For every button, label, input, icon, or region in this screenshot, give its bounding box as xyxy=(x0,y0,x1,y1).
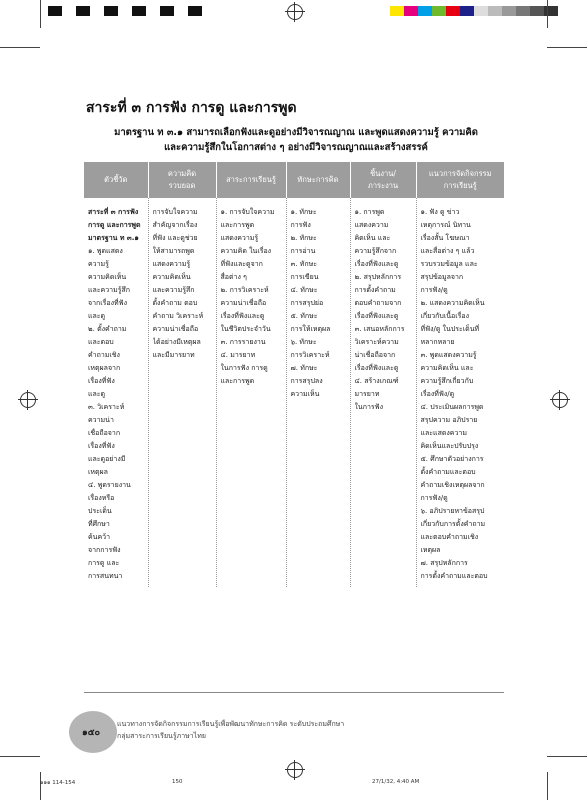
crop-mark xyxy=(0,756,40,757)
cell-line: สาระที่ ๓ การฟัง xyxy=(88,208,139,216)
cell-line: แสดงความ xyxy=(354,221,389,229)
footer-book-title: แนวทางการจัดกิจกรรมการเรียนรู้เพื่อพัฒนาทักษะการคิด ระดับประถมศึกษา xyxy=(117,720,345,728)
cell-line: ๓. ทักษะ xyxy=(290,260,317,268)
cell-line: เหตุผล xyxy=(88,468,108,476)
column-indicator xyxy=(84,198,148,587)
cell-line: สรุปความ อภิปราย xyxy=(420,416,478,424)
cell-line: เรื่องที่ฟัง/ดู xyxy=(420,390,455,398)
table-header-row xyxy=(84,162,504,198)
cell-line: ค้นคว้า xyxy=(88,533,111,541)
cell-line: และมีมารยาท xyxy=(152,351,195,359)
cell-line: ในการฟัง การดู xyxy=(220,364,268,372)
cell-line: ประเด็น xyxy=(88,507,112,515)
cell-line: ๓. พูดแสดงความรู้ xyxy=(420,351,477,359)
cell-line: เหตุผล xyxy=(420,546,441,554)
cell-line: ความคิด ในเรื่อง xyxy=(220,247,272,255)
cell-line: ที่ศึกษา xyxy=(88,520,110,528)
column-content xyxy=(216,198,286,587)
column-task xyxy=(350,198,416,587)
column-concept xyxy=(148,198,216,587)
cell-line: มารยาท xyxy=(354,390,380,398)
cell-line: การสนทนา xyxy=(88,572,123,580)
cell-line: ๕. ศึกษาตัวอย่างการ xyxy=(420,455,484,463)
cell-line: ๕. ทักษะ xyxy=(290,312,318,320)
standard-line-1: มาตรฐาน ท ๓.๑ สามารถเลือกฟังและดูอย่างมีวิจารณญาณ และพูดแสดงความรู้ ความคิด xyxy=(114,127,478,138)
cell-line: การให้เหตุผล xyxy=(290,325,331,333)
cell-line: คำถาม วิเคราะห์ xyxy=(152,312,204,320)
cell-line: ๒. ทักษะ xyxy=(290,234,317,242)
header-concept: ความคิด รวบยอด xyxy=(148,162,216,198)
cell-line: เรื่องที่ฟังและดู xyxy=(354,364,399,372)
slug-file: ๑๑๑ 114-154 xyxy=(40,780,76,786)
cell-line: ๖. ทักษะ xyxy=(290,338,317,346)
cell-line: ๑. การจับใจความ xyxy=(220,208,275,216)
cell-line: การจับใจความ xyxy=(152,208,198,216)
cell-line: การสรุปลง xyxy=(290,377,323,385)
slug-page: 150 xyxy=(172,779,183,785)
cell-line: คิดเห็นและปรับปรุง xyxy=(420,442,479,450)
column-thinking-skill xyxy=(286,198,350,587)
cell-line: การวิเคราะห์ xyxy=(290,351,330,359)
cell-line: ๔. ประเมินผลการพูด xyxy=(420,403,484,411)
cell-line: ๒. สรุปหลักการ xyxy=(354,273,402,281)
registration-mark-bottom-icon xyxy=(287,762,303,778)
header-thinking-skill: ทักษะการคิด xyxy=(286,162,350,198)
registration-mark-top-icon xyxy=(287,4,303,20)
cell-line: ความน่าเชื่อถือ xyxy=(152,325,199,333)
cell-line: ตั้งคำถาม ตอบ xyxy=(152,299,198,307)
bottom-rule xyxy=(84,692,504,693)
cell-line: ให้สามารถพูด xyxy=(152,247,195,255)
cell-line: ในชีวิตประจำวัน xyxy=(220,325,271,333)
cell-line: สำคัญจากเรื่อง xyxy=(152,221,198,229)
cell-line: ความคิดเห็น และ xyxy=(420,364,474,372)
cell-line: ๗. สรุปหลักการ xyxy=(420,559,468,567)
cell-line: ๑. พูดแสดง xyxy=(88,247,123,255)
cell-line: ความคิดเห็น xyxy=(88,273,127,281)
cell-line: สื่อต่าง ๆ xyxy=(220,273,247,281)
cell-line: การสรุปย่อ xyxy=(290,299,324,307)
cell-line: จากการฟัง xyxy=(88,546,121,554)
cell-line: เรื่องที่ฟังและดู xyxy=(354,260,399,268)
cell-line: คำถามเชิง xyxy=(88,351,120,359)
cell-line: การฟัง/ดู xyxy=(420,286,448,294)
cell-line: เรื่องสั้น โฆษณา xyxy=(420,234,470,242)
registration-bar-left xyxy=(48,6,202,16)
cell-line: จากเรื่องที่ฟัง xyxy=(88,299,128,307)
cell-line: ๔. พูดรายงาน xyxy=(88,481,131,489)
cell-line: มาตรฐาน ท ๓.๑ xyxy=(88,234,139,242)
cell-line: เรื่องที่ฟังและดู xyxy=(354,312,399,320)
cell-line: ได้อย่างมีเหตุผล xyxy=(152,338,201,346)
cell-line: ความเห็น xyxy=(290,390,320,398)
cell-line: แสดงความรู้ xyxy=(152,260,191,268)
cell-line: หลากหลาย xyxy=(420,338,455,346)
cell-line: ในการฟัง xyxy=(354,403,384,411)
footer-subject: กลุ่มสาระการเรียนรู้ภาษาไทย xyxy=(117,732,206,740)
cell-line: และการพูด xyxy=(220,377,255,385)
header-activity: แนวการจัดกิจกรรม การเรียนรู้ xyxy=(416,162,504,198)
header-indicator: ตัวชี้วัด xyxy=(84,162,148,198)
cell-line: ๔. มารยาท xyxy=(220,351,256,359)
curriculum-table xyxy=(84,162,504,587)
cell-line: ความรู้สึกจาก xyxy=(354,247,397,255)
cell-line: เหตุผลจาก xyxy=(88,364,121,372)
cell-line: ๓. วิเคราะห์ xyxy=(88,403,125,411)
cell-line: ความน่าเชื่อถือ xyxy=(220,299,267,307)
cell-line: เกี่ยวกับการตั้งคำถาม xyxy=(420,520,486,528)
cell-line: ๓. การรายงาน xyxy=(220,338,266,346)
cell-line: และสื่อต่าง ๆ แล้ว xyxy=(420,247,475,255)
cell-line: ๔. สร้างเกณฑ์ xyxy=(354,377,399,385)
cell-line: ๓. เสนอหลักการ xyxy=(354,325,405,333)
cell-line: เรื่องที่ฟัง xyxy=(88,377,115,385)
cell-line: คำถามเชิงเหตุผลจาก xyxy=(420,481,485,489)
crop-mark xyxy=(547,772,548,800)
cell-line: และแสดงความ xyxy=(420,429,467,437)
cell-line: ความคิดเห็น xyxy=(152,273,191,281)
cell-line: สรุปข้อมูลจาก xyxy=(420,273,464,281)
cell-line: การดู และ xyxy=(88,559,120,567)
table-row xyxy=(84,198,504,587)
cell-line: และดู xyxy=(88,390,106,398)
crop-mark xyxy=(40,0,41,28)
cell-line: ตั้งคำถามและตอบ xyxy=(420,468,476,476)
cell-line: เชื่อถือจาก xyxy=(88,429,121,437)
cell-line: ๒. แสดงความคิดเห็น xyxy=(420,299,485,307)
crop-mark xyxy=(547,47,587,48)
cell-line: ๖. อภิปรายหาข้อสรุป xyxy=(420,507,485,515)
cell-line: ๗. ทักษะ xyxy=(290,364,318,372)
crop-mark xyxy=(0,47,40,48)
cell-line: ๔. ทักษะ xyxy=(290,286,318,294)
cell-line: การฟัง xyxy=(290,221,311,229)
cell-line: คิดเห็น และ xyxy=(354,234,391,242)
section-title: สาระที่ ๓ การฟัง การดู และการพูด xyxy=(86,100,297,116)
cell-line: ๑. การพูด xyxy=(354,208,385,216)
standard-heading xyxy=(86,125,506,155)
cell-line: ความน่า xyxy=(88,416,114,424)
cell-line: การเขียน xyxy=(290,273,319,281)
cell-line: และการพูด xyxy=(220,221,255,229)
registration-mark-left-icon xyxy=(20,392,36,408)
cell-line: เรื่องที่ฟังและดู xyxy=(220,312,265,320)
cell-line: การอ่าน xyxy=(290,247,316,255)
cell-line: ที่ฟัง และดูช่วย xyxy=(152,234,198,242)
cell-line: ตอบคำถามจาก xyxy=(354,299,402,307)
cell-line: เรื่องที่ฟัง xyxy=(88,442,115,450)
cell-line: การดู และการพูด xyxy=(88,221,141,229)
cell-line: การตั้งคำถาม xyxy=(354,286,396,294)
header-content: สาระการเรียนรู้ xyxy=(216,162,286,198)
cell-line: ๒. ตั้งคำถาม xyxy=(88,325,127,333)
cell-line: และความรู้สึก xyxy=(88,286,130,294)
cell-line: และตอบคำถามเชิง xyxy=(420,533,479,541)
cell-line: ๑. ฟัง ดู ข่าว xyxy=(420,208,460,216)
cell-line: ๒. การวิเคราะห์ xyxy=(220,286,269,294)
cell-line: การตั้งคำถามและตอบ xyxy=(420,572,488,580)
crop-mark xyxy=(547,0,548,28)
cell-line: วิเคราะห์ความ xyxy=(354,338,399,346)
cell-line: รวบรวมข้อมูล และ xyxy=(420,260,478,268)
cell-line: ที่ฟัง/ดู ในประเด็นที่ xyxy=(420,325,480,333)
page-number: ๑๕๐ xyxy=(82,728,101,738)
cell-line: แสดงความรู้ xyxy=(220,234,259,242)
cell-line: และความรู้สึก xyxy=(152,286,195,294)
color-bar-right xyxy=(390,6,558,16)
cell-line: และดู xyxy=(88,312,106,320)
column-activity xyxy=(416,198,504,587)
cell-line: และตอบ xyxy=(88,338,114,346)
cell-line: เหตุการณ์ นิทาน xyxy=(420,221,471,229)
cell-line: เรื่องหรือ xyxy=(88,494,115,502)
cell-line: ความรู้ xyxy=(88,260,109,268)
slug-date: 27/1/32, 4:40 AM xyxy=(372,779,420,785)
standard-line-2: และความรู้สึกในโอกาสต่าง ๆ อย่างมีวิจารณญาณและสร้างสรรค์ xyxy=(164,142,428,153)
registration-mark-right-icon xyxy=(552,392,568,408)
cell-line: การฟัง/ดู xyxy=(420,494,448,502)
header-task: ชิ้นงาน/ ภาระงาน xyxy=(350,162,416,198)
cell-line: น่าเชื่อถือจาก xyxy=(354,351,396,359)
cell-line: และดูอย่างมี xyxy=(88,455,126,463)
crop-mark xyxy=(547,756,587,757)
cell-line: ๑. ทักษะ xyxy=(290,208,317,216)
cell-line: ที่ฟังและดูจาก xyxy=(220,260,263,268)
cell-line: เกี่ยวกับเนื้อเรื่อง xyxy=(420,312,470,320)
cell-line: ความรู้สึกเกี่ยวกับ xyxy=(420,377,474,385)
